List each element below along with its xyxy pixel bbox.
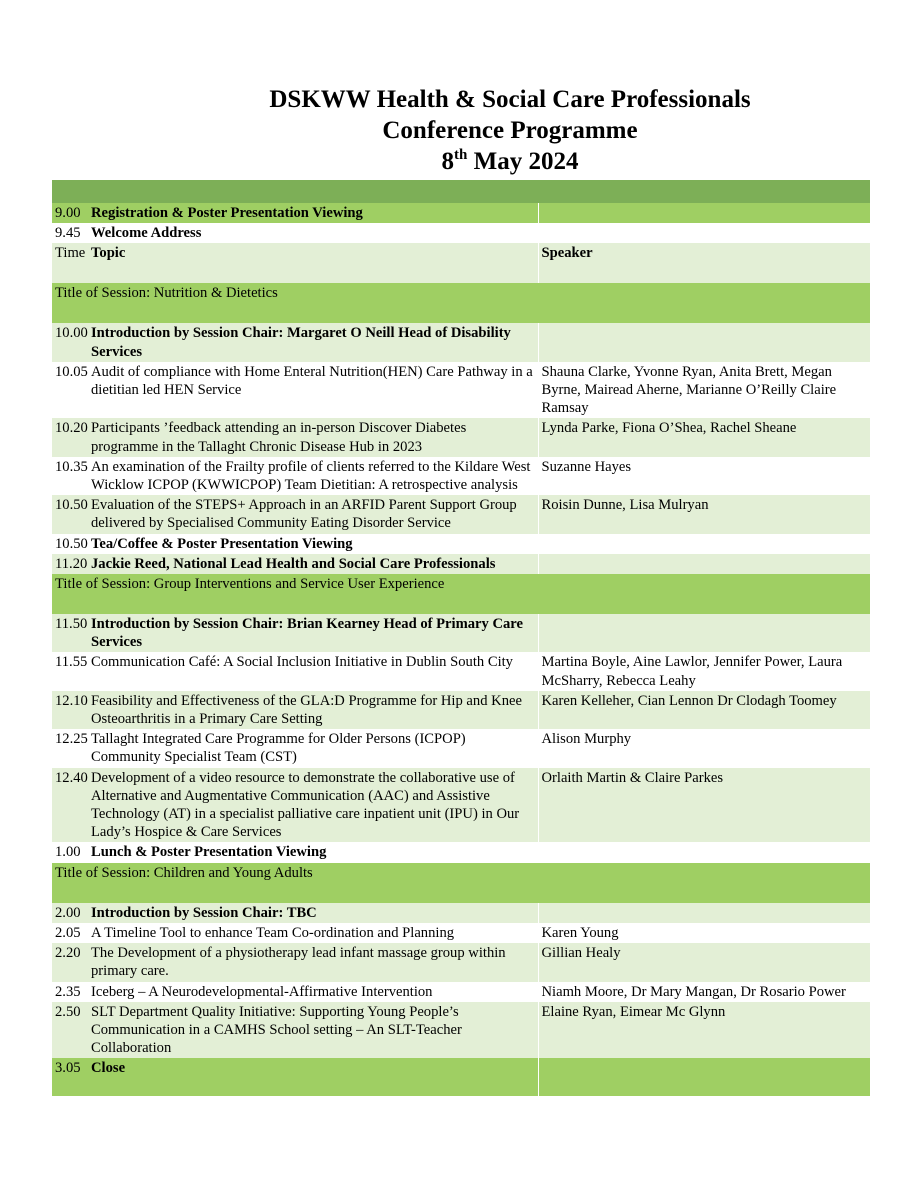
topic-cell: Tallaght Integrated Care Programme for Older Persons (ICPOP) Community Specialist Team (CST) [88,729,538,767]
time-cell: 10.00 [52,323,88,361]
programme-row [52,1058,870,1096]
column-header-row [52,243,870,283]
speaker-cell: Niamh Moore, Dr Mary Mangan, Dr Rosario Power [538,982,870,1002]
speaker-cell: Lynda Parke, Fiona O’Shea, Rachel Sheane [538,418,870,456]
time-cell: 9.00 [52,203,88,223]
topic-cell: Iceberg – A Neurodevelopmental-Affirmative Intervention [88,982,538,1002]
time-cell: 10.20 [52,418,88,456]
programme-row [52,943,870,981]
time-cell: 10.05 [52,362,88,419]
time-cell: 10.35 [52,457,88,495]
topic-cell: Participants ’feedback attending an in-person Discover Diabetes programme in the Tallaght Chronic Disease Hub in 2023 [88,418,538,456]
topic-cell: SLT Department Quality Initiative: Supporting Young People’s Communication in a CAMHS School setting – An SLT-Teacher Collaboration [88,1002,538,1059]
programme-row [52,418,870,456]
speaker-cell: Speaker [538,243,870,283]
topic-cell: Evaluation of the STEPS+ Approach in an ARFID Parent Support Group delivered by Specialised Community Eating Disorder Service [88,495,538,533]
time-cell: 1.00 [52,842,88,862]
topic-cell: An examination of the Frailty profile of clients referred to the Kildare West Wicklow ICPOP (KWWICPOP) Team Dietitian: A retrospective analysis [88,457,538,495]
programme-row [52,982,870,1002]
programme-row [52,323,870,361]
programme-row [52,729,870,767]
session-title-row [52,863,870,903]
time-cell: 12.40 [52,768,88,843]
topic-cell: Introduction by Session Chair: TBC [88,903,538,923]
programme-row [52,1002,870,1059]
title-line-2: Conference Programme [382,117,638,144]
speaker-cell [538,842,870,862]
topic-cell: Audit of compliance with Home Enteral Nutrition(HEN) Care Pathway in a dietitian led HEN Service [88,362,538,419]
speaker-cell [538,1058,870,1096]
programme-row [52,203,870,223]
time-cell: 10.50 [52,495,88,533]
session-title-row [52,283,870,323]
programme-body [52,180,870,1096]
time-cell: 11.55 [52,652,88,690]
speaker-cell: Roisin Dunne, Lisa Mulryan [538,495,870,533]
date-rest: May 2024 [467,148,579,175]
date-day: 8 [441,148,455,175]
time-cell: 2.50 [52,1002,88,1059]
programme-row [52,495,870,533]
programme-row [52,652,870,690]
topic-cell: Communication Café: A Social Inclusion Initiative in Dublin South City [88,652,538,690]
speaker-cell [538,203,870,223]
topic-cell: Registration & Poster Presentation Viewing [88,203,538,223]
speaker-cell [538,554,870,574]
programme-row [52,768,870,843]
speaker-cell: Alison Murphy [538,729,870,767]
topic-cell: Feasibility and Effectiveness of the GLA:D Programme for Hip and Knee Osteoarthritis in a Primary Care Setting [88,691,538,729]
programme-row [52,362,870,419]
topic-cell: Topic [88,243,538,283]
speaker-cell [538,223,870,243]
header-bar [52,180,870,203]
programme-row [52,554,870,574]
title-line-1: DSKWW Health & Social Care Professionals [269,86,751,113]
programme-row [52,457,870,495]
speaker-cell [538,323,870,361]
programme-row [52,534,870,554]
time-cell: 2.05 [52,923,88,943]
topic-cell: The Development of a physiotherapy lead infant massage group within primary care. [88,943,538,981]
time-cell: 9.45 [52,223,88,243]
time-cell: Time [52,243,88,283]
speaker-cell [538,614,870,652]
topic-cell: Development of a video resource to demonstrate the collaborative use of Alternative and Augmentative Communication (AAC) and Assistive Technology (AT) in a specialist palliative care inpatient unit (IPU) in Our Lady’s Hospice & Care Services [88,768,538,843]
speaker-cell: Suzanne Hayes [538,457,870,495]
programme-row [52,923,870,943]
time-cell: 12.25 [52,729,88,767]
speaker-cell: Martina Boyle, Aine Lawlor, Jennifer Power, Laura McSharry, Rebecca Leahy [538,652,870,690]
time-cell: 2.00 [52,903,88,923]
topic-cell: Introduction by Session Chair: Brian Kearney Head of Primary Care Services [88,614,538,652]
topic-cell: Close [88,1058,538,1096]
topic-cell: Jackie Reed, National Lead Health and Social Care Professionals [88,554,538,574]
time-cell: 11.20 [52,554,88,574]
date-suffix: th [454,146,468,163]
session-title-row [52,574,870,614]
speaker-cell [538,903,870,923]
speaker-cell: Orlaith Martin & Claire Parkes [538,768,870,843]
header-bar-cell [52,180,870,203]
speaker-cell [538,534,870,554]
time-cell: 2.35 [52,982,88,1002]
programme-row [52,614,870,652]
topic-cell: Introduction by Session Chair: Margaret O Neill Head of Disability Services [88,323,538,361]
topic-cell: Lunch & Poster Presentation Viewing [88,842,538,862]
time-cell: 11.50 [52,614,88,652]
speaker-cell: Karen Young [538,923,870,943]
speaker-cell: Shauna Clarke, Yvonne Ryan, Anita Brett, Megan Byrne, Mairead Aherne, Marianne O’Reilly Claire Ramsay [538,362,870,419]
topic-cell: A Timeline Tool to enhance Team Co-ordination and Planning [88,923,538,943]
topic-cell: Welcome Address [88,223,538,243]
programme-row [52,691,870,729]
programme-row [52,842,870,862]
time-cell: 10.50 [52,534,88,554]
time-cell: 2.20 [52,943,88,981]
session-title: Title of Session: Nutrition & Dietetics [52,283,870,323]
time-cell: 12.10 [52,691,88,729]
title-date [0,146,920,177]
speaker-cell: Gillian Healy [538,943,870,981]
programme-table [52,180,870,1096]
programme-row [52,223,870,243]
time-cell: 3.05 [52,1058,88,1096]
programme-row [52,903,870,923]
topic-cell: Tea/Coffee & Poster Presentation Viewing [88,534,538,554]
speaker-cell: Karen Kelleher, Cian Lennon Dr Clodagh Toomey [538,691,870,729]
session-title: Title of Session: Children and Young Adults [52,863,870,903]
session-title: Title of Session: Group Interventions and Service User Experience [52,574,870,614]
speaker-cell: Elaine Ryan, Eimear Mc Glynn [538,1002,870,1059]
page-title [0,84,920,177]
